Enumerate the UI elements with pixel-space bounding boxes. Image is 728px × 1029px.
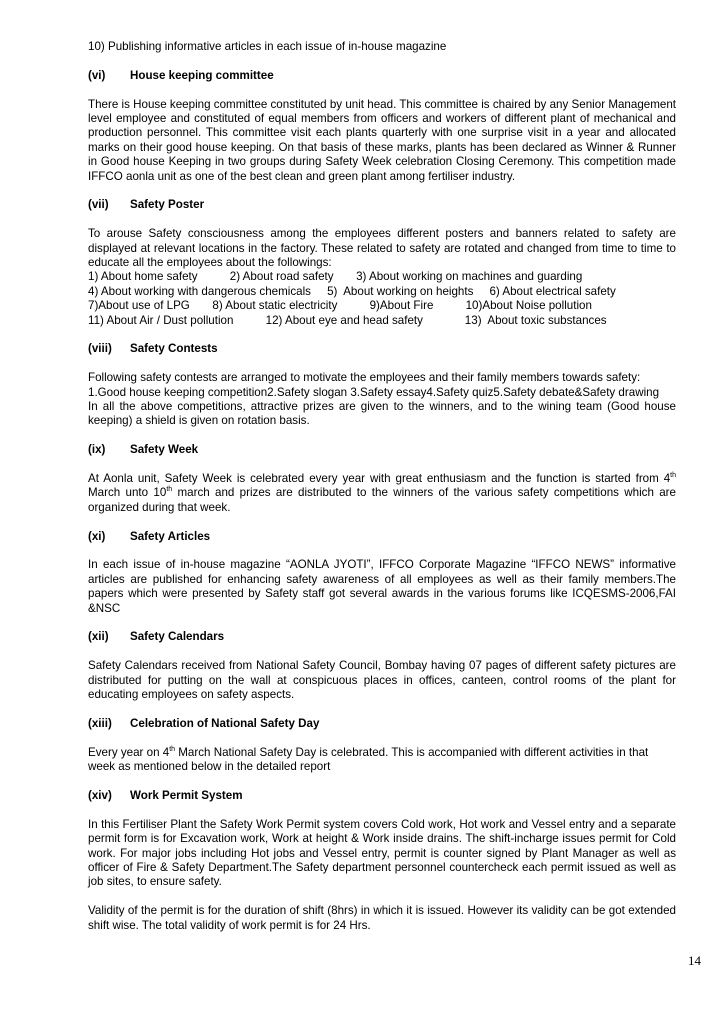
page-number: 14 [688,953,701,968]
section-heading-viii [88,342,676,356]
section-body-xiii [88,746,676,775]
body-text: At Aonla unit, Safety Week is celebrated every year with great enthusiasm and the function is started from 4 [88,472,671,486]
section-title: Safety Articles [130,529,211,543]
section-heading-xii [88,630,676,644]
section-title: Work Permit System [130,788,243,802]
section-number: (xiii) [88,716,112,730]
section-body-xi: In each issue of in-house magazine “AONLA JYOTI”, IFFCO Corporate Magazine “IFFCO NEWS” informative articles are published for enhancing safety awareness of all employees as well as their family members.The papers which were presented by Safety staff got several awards in the various forums like ICQESMS-2006,FAI &NSC [88,558,676,615]
section-number: (vi) [88,68,106,82]
body-text: Every year on 4 [88,745,170,759]
section-title: Safety Contests [130,342,218,356]
poster-list-line: 11) About Air / Dust pollution 12) About eye and head safety 13) About toxic substances [88,313,607,327]
section-heading-vi [88,69,676,83]
body-text: March National Safety Day is celebrated. This is accompanied with different activities in that week as mentioned below in the detailed report [88,745,649,774]
section-body-xiv-para2: Validity of the permit is for the duration of shift (8hrs) in which it is issued. However its validity can be got extended shift wise. The total validity of work permit is for 24 Hrs. [88,904,676,932]
intro-item: 10) Publishing informative articles in each issue of in-house magazine [88,40,447,53]
section-number: (viii) [88,342,112,356]
body-text: march and prizes are distributed to the winners of the various safety competitions which are organized during that week. [88,486,676,514]
section-body-ix [88,472,676,515]
section-heading-xi [88,530,676,544]
section-heading-vii [88,198,676,212]
section-title: Safety Poster [130,198,205,212]
section-number: (xii) [88,630,109,644]
section-heading-xiii [88,717,676,731]
poster-list-line: 1) About home safety 2) About road safety 3) About working on machines and guarding [88,270,583,284]
section-body-xiv-para1: In this Fertiliser Plant the Safety Work Permit system covers Cold work, Hot work and Vessel entry and a separate permit form is for Excavation work, Work at height & Work inside drains. The shift-incharge issues permit for Cold work. For major jobs including Hot jobs and Vessel entry, permit is counter signed by Plant Manager as well as officer of Fire & Safety Department.The Safety department personnel countercheck each permit issued as well as job sites, to ensure safety. [88,817,676,889]
section-heading-ix [88,443,676,457]
section-title: House keeping committee [130,68,274,82]
section-title: Safety Week [130,443,199,457]
section-body-vi: There is House keeping committee constituted by unit head. This committee is chaired by any Senior Management level employee and constituted of equal members from officers and workers of different plant of mechanical and production personnel. This committee visit each plants quarterly with one surprise visit in a year and allocated marks on their good house keeping. On that basis of these marks, plants has been declared as Winner & Runner in Good house Keeping in two groups during Safety Week celebration Closing Ceremony. This competition made IFFCO aonla unit as one of the best clean and green plant among fertiliser industry. [88,97,676,183]
ordinal-suffix: th [166,486,173,494]
contests-intro: Following safety contests are arranged to motivate the employees and their family members towards safety: [88,371,641,385]
section-heading-xiv [88,789,676,803]
ordinal-suffix: th [169,745,176,753]
section-number: (vii) [88,198,109,212]
section-number: (xiv) [88,788,112,802]
contests-prizes: In all the above competitions, attractive prizes are given to the winners, and to the wining team (Good house keeping) a shield is given on rotation basis. [88,400,676,428]
section-title: Celebration of National Safety Day [130,716,320,730]
poster-list-line: 7)About use of LPG 8) About static electricity 9)About Fire 10)About Noise pollution [88,299,592,313]
ordinal-suffix: th [670,472,676,480]
section-body-xii: Safety Calendars received from National Safety Council, Bombay having 07 pages of different safety pictures are distributed for putting on the wall at conspicuous places in offices, canteen, control rooms of the plant for educating employees on safety aspects. [88,659,676,702]
document-page [88,40,676,933]
section-number: (xi) [88,529,106,543]
section-body-vii: To arouse Safety consciousness among the employees different posters and banners related to safety are displayed at relevant locations in the factory. These related to safety are rotated and changed from time to time to educate all the employees about the followings: [88,227,676,270]
poster-list-line: 4) About working with dangerous chemicals 5) About working on heights 6) About electrical safety [88,284,616,298]
body-text: March unto 10 [88,486,167,500]
contests-list: 1.Good house keeping competition2.Safety slogan 3.Safety essay4.Safety quiz5.Safety debate&Safety drawing [88,385,660,399]
section-title: Safety Calendars [130,630,225,644]
section-number: (ix) [88,443,106,457]
